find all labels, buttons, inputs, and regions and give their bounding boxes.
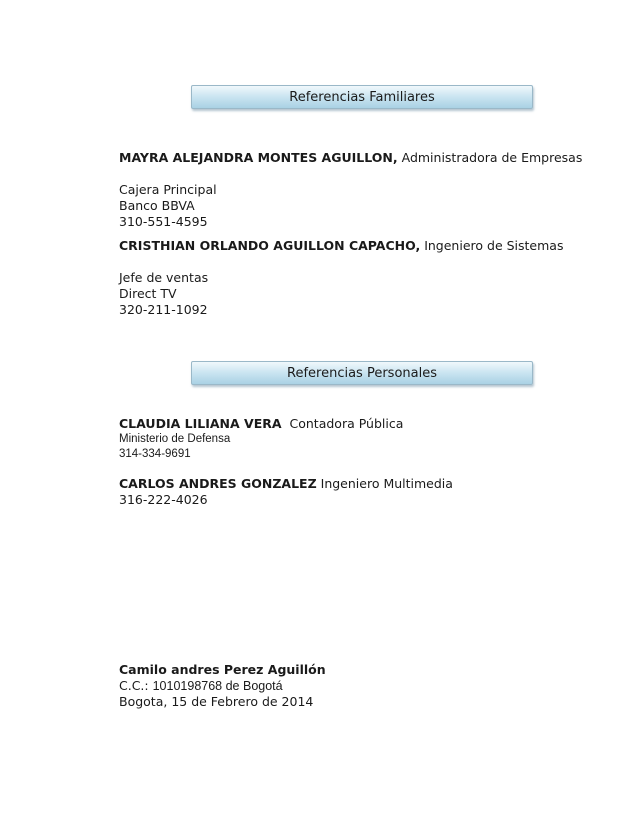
signature-block <box>119 662 589 710</box>
reference-position: Cajera Principal <box>119 182 217 197</box>
reference-profession: Contadora Pública <box>289 416 404 431</box>
reference-header <box>119 238 589 254</box>
personales-heading-banner <box>191 361 533 385</box>
reference-header <box>119 150 589 166</box>
family-reference-1 <box>119 150 589 230</box>
familiares-heading-banner <box>191 85 533 109</box>
familiares-heading: Referencias Familiares <box>289 89 435 105</box>
reference-name: MAYRA ALEJANDRA MONTES AGUILLON, <box>119 150 398 165</box>
reference-name: CARLOS ANDRES GONZALEZ <box>119 476 317 491</box>
reference-profession: Ingeniero Multimedia <box>320 476 453 491</box>
personal-reference-2 <box>119 476 589 508</box>
reference-header <box>119 416 589 432</box>
reference-header <box>119 476 589 492</box>
signature-id-value: 1010198768 de Bogotá <box>152 679 283 693</box>
personales-heading: Referencias Personales <box>287 365 437 381</box>
reference-profession: Ingeniero de Sistemas <box>424 238 564 253</box>
reference-phone: 310-551-4595 <box>119 214 208 229</box>
signature-name: Camilo andres Perez Aguillón <box>119 662 326 677</box>
reference-phone: 314-334-9691 <box>119 448 191 460</box>
reference-name: CLAUDIA LILIANA VERA <box>119 416 282 431</box>
reference-phone: 320-211-1092 <box>119 302 208 317</box>
reference-company: Ministerio de Defensa <box>119 433 231 445</box>
reference-phone: 316-222-4026 <box>119 492 208 507</box>
reference-name: CRISTHIAN ORLANDO AGUILLON CAPACHO, <box>119 238 421 253</box>
family-reference-2 <box>119 238 589 318</box>
reference-profession: Administradora de Empresas <box>401 150 583 165</box>
reference-position: Jefe de ventas <box>119 270 209 285</box>
signature-id <box>119 678 589 694</box>
personal-reference-1 <box>119 416 589 462</box>
signature-place-date: Bogota, 15 de Febrero de 2014 <box>119 694 314 709</box>
signature-id-label: C.C.: <box>119 678 149 693</box>
reference-company: Direct TV <box>119 286 177 301</box>
reference-company: Banco BBVA <box>119 198 195 213</box>
